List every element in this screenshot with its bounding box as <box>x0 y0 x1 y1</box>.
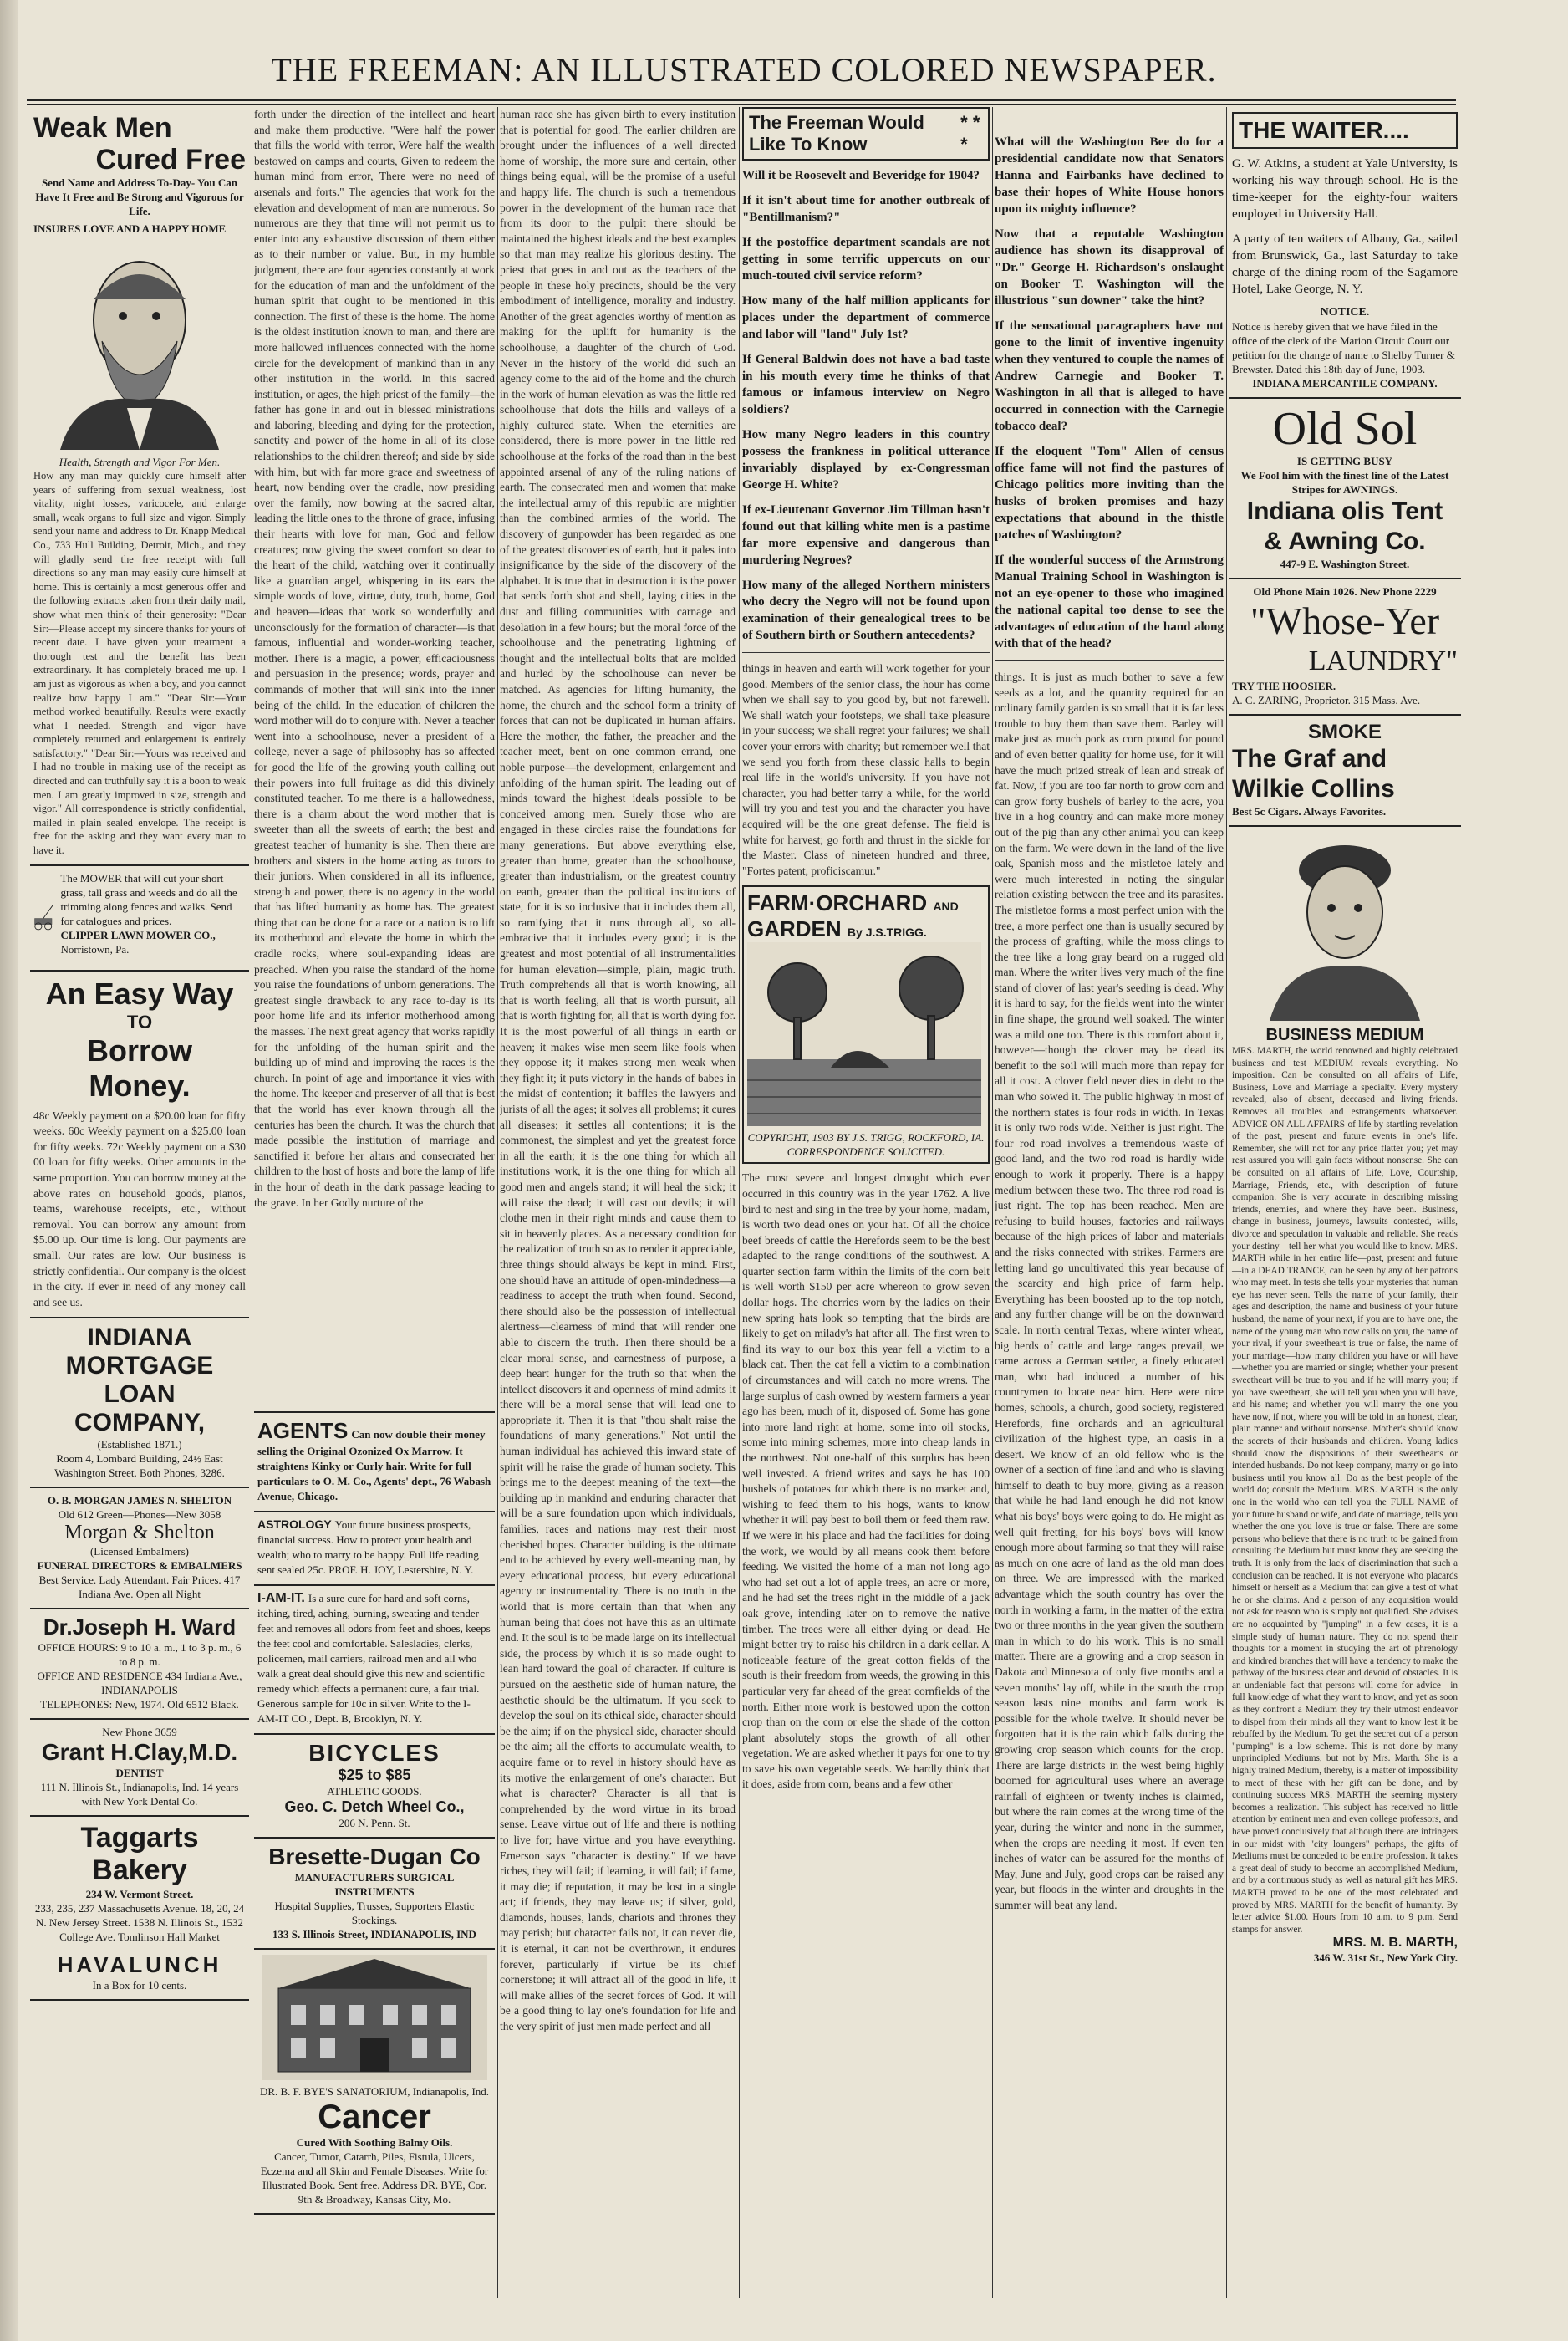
ad-subtitle: IS GETTING BUSY <box>1296 455 1393 467</box>
ad-phones: New Phone 3659 <box>102 1726 177 1739</box>
ad-body: Best 5c Cigars. Always Favorites. <box>1232 805 1387 818</box>
ad-body: Cancer, Tumor, Catarrh, Piles, Fistula, Ulcers, Eczema and all Skin and Female Diseases. Write for Illustrated Book. Sent free. Address DR. BYE, Cor. 9th & Broadway, Kansas City, Mo. <box>260 2150 489 2206</box>
woman-portrait-illustration <box>1261 837 1428 1021</box>
section-divider <box>742 652 990 653</box>
ad-price: $25 to $85 <box>338 1767 411 1783</box>
ad-subtitle: TRY THE HOOSIER. <box>1232 680 1336 692</box>
ad-body: Best Service. Lady Attendant. Fair Prices. 417 Indiana Ave. Open all Night <box>38 1573 241 1601</box>
masthead-rule <box>27 99 1456 101</box>
masthead: THE FREEMAN: AN ILLUSTRATED COLORED NEWSPAPER. <box>271 51 1217 89</box>
article-continuation: things in heaven and earth will work together for your good. Members of the senior class, the hour has come when we shall say to you good by, but not farewell. We shall watch your footsteps, we shall take pleasure in your success; we shall regret your failures; we shall cover your errors with charity; but remember well that we send you forth from these classic halls to begin real life in the world's university. If you have not character, you had better tarry a while, for the world will try you and test you and the character you have acquired will be the one great defense. The field is white for harvest; go forth and thrust in the sickle for the Master. Class of nineteen hundred and three, "Fortes patent, proficiscamur." <box>742 662 990 877</box>
question-item: If the wonderful success of the Armstrong Manual Training School in Washington is not an eye-opener to those who imagined the national capital too dense to see the advantages of education of the hand along with that of the head? <box>995 553 1224 650</box>
ad-title: Cancer <box>318 2099 431 2135</box>
ad-body: Hospital Supplies, Trusses, Supporters Elastic Stockings. <box>274 1900 475 1926</box>
question-item: If General Baldwin does not have a bad taste in his mouth every time he thinks of that famous or infamous interview on Negro soldiers? <box>742 353 990 416</box>
ad-body: MRS. MARTH, the world renowned and highly celebrated business and test MEDIUM reveals everything. No imposition. Can be consulted on all affairs of Life, Business, Love and Marriage a specialty. Every mystery revealed, also of absent, deceased and living friends. Removes all troubles and estrangements whatsoever. ADVICE ON ALL AFFAIRS of life by startling revelation of the past, present and future events in one's life. Remember, she will not for any price flatter you; yet may rest assured you will gain facts without nonsense. She can be consulted on all affairs of Life, Love, Courtship, Marriage, Friends, etc., with description of future companion. She is very accurate in describing missing friends, enemies, and where they have been. Business, change in business, journeys, lawsuits contested, wills, divorce and speculation in valuable and reliable. She reads your destiny—tell her what you would like to know. MRS. MARTH while in her entire life—past, present and future—in a DEAD TRANCE, can be seen by any of her patrons who may meet. In tests she tells your mysteries that human eye has never seen. Tells the name of your family, their ages and description, the name and business of your future husband, the name of your next, if you are to have one, the name of the young man who now calls on you, the name of your rival, if your sweetheart is true or false, the name of your marriage—how many children you have or will have—whether you are married or single; whether your present sweetheart will be true to you and if he will marry you; if you have sweetheart, she will tell you when you will have, and his name; and whether you will marry the one you have now, if not, where you will be told in an honest, clear, plain manner and without nonsense. Mother's should know the secrets of their husbands and children. Young ladies should know the dispositions of their sweethearts or intended husbands. Do not keep company, marry or go into business until you know all. Do as the best people of the world do; consult the Medium. MRS. MARTH is the only one in the world who can tell you the FULL NAME of your future husband or wife, and date of marriage, tells you whether the one you love is true or false. There are some persons who believe that there is no truth to be gained from consulting the Medium but must know they are seeking the truth. It is only from the lack of discrimination that such a conclusion can be reached. It is not everyone who placards himself or herself as a Medium that can give a test of what he or she claims. And a person of any acquisition would not ask for reason who is simply not qualified. She advises are no acquainted by "jumping" in a few cases, it is a simple study of human nature. They do not spend their thoughts for a moment in studying the art of phrenology and kindred branches that will have a tendency to make the pathway of the business clear and devoid of obstacles. It is an undeniable fact that persons will come for advice—in full knowledge of what they want to know, and yet as soon as they confront a Medium they try their utmost endeavor to dispel from their minds all they want to know lest it be rebuffed by the Medium. To get the secret out of a person "pumping" is a low scheme. This is not done by many unprincipled Mediums, but not by Mrs. Marth. She is a highly trained Medium, thereby, is a matter of impossibility to meet of these with her gift can be done, and by continuing success MRS. MARTH the seeming mystery becomes a realization. This subject has received no little attention by eminent men and even college professors, and have proved conclusively that although there are infringers in our midst with "city loungers" perhaps, the gifts of Mediums must be conceded to be entire profession. It takes a great deal of study to become an accomplished Medium, and by a continuous study as well as natural gift has MRS. MARTH proved to be one of the most celebrated and proved by MRS. MARTH for the benefit of humanity. By letter advice $1.00. Hours from 10 a.m. to 9 p.m. Send stamps for answer. <box>1232 1046 1458 1935</box>
ad-body: Is a sure cure for hard and soft corns, itching, tired, aching, burning, sweating and tender feet and removes all odors from feet and shoes, keeps the feet cool and comfortable. Salesladies, clerks, policemen, mail carriers, railroad men and all who walk a great deal should give this new and scientific remedy which effects a permanent cure, a fair trial. Generous sample for 10c in silver. Write to the I-AM-IT CO., Dept. B, Brooklyn, N. Y. <box>257 1592 491 1725</box>
ad-subtitle: ATHLETIC GOODS. <box>327 1785 422 1798</box>
ad-title: AGENTS <box>257 1418 349 1443</box>
laundry-ad <box>1229 579 1461 716</box>
feature-box-header <box>742 107 990 161</box>
ad-title: "Whose-Yer <box>1250 599 1440 642</box>
ad-subtitle: MANUFACTURERS SURGICAL INSTRUMENTS <box>294 1871 455 1898</box>
question-item: Now that a reputable Washington audience has shown its disapproval of "Dr." George H. Richardson's onslaught on Booker T. Washington will the illustrious "sun downer" take the hint? <box>995 227 1224 308</box>
ad-names: O. B. MORGAN JAMES N. SHELTON <box>47 1494 232 1507</box>
ad-address: 206 N. Penn. St. <box>339 1817 410 1829</box>
column-5 <box>995 107 1224 2298</box>
section-title: THE WAITER.... <box>1232 112 1458 149</box>
cancer-cure-ad <box>254 1950 495 2215</box>
ad-address: 234 W. Vermont Street. <box>85 1888 194 1901</box>
ad-title: Old Sol <box>1272 403 1418 455</box>
column-1 <box>30 107 249 2298</box>
lawn-mower-icon <box>33 871 55 963</box>
ad-body: Room 4, Lombard Building, 24½ East Washington Street. Both Phones, 3286. <box>54 1452 225 1480</box>
news-item: G. W. Atkins, a student at Yale University, is working his way through school. He is the time-keeper for the eighty-four waiters employed in University Hall. <box>1232 157 1458 221</box>
ad-title: SMOKE <box>1307 721 1382 743</box>
ad-body: A. C. ZARING, Proprietor. 315 Mass. Ave. <box>1232 694 1421 706</box>
section-divider <box>995 660 1224 661</box>
ad-address: 133 S. Illinois Street, INDIANAPOLIS, IND <box>272 1928 476 1941</box>
ad-title: & Awning Co. <box>1264 528 1426 555</box>
question-item: Will it be Roosevelt and Beveridge for 1904? <box>742 169 980 182</box>
dr-clay-ad <box>30 1720 249 1817</box>
portrait-caption: Health, Strength and Vigor For Men. <box>59 456 221 468</box>
ad-title: Weak Men <box>33 112 172 144</box>
ad-title: An Easy Way <box>45 976 234 1011</box>
ad-title: MORTGAGE LOAN <box>65 1352 214 1409</box>
question-item: If it isn't about time for another outbreak of "Bentillmanism?" <box>742 194 990 224</box>
ad-title: TO <box>126 1011 153 1033</box>
ad-subtitle: Cured With Soothing Balmy Oils. <box>296 2136 453 2149</box>
ad-phones: TELEPHONES: New, 1974. Old 6512 Black. <box>40 1698 239 1711</box>
feature-author: By J.S.TRIGG. <box>847 926 927 940</box>
ad-subtitle: Send Name and Address To-Day- You Can Have It Free and Be Strong and Vigorous for Life. <box>35 176 244 217</box>
ad-title: Grant H.Clay,M.D. <box>41 1739 238 1766</box>
question-item: If ex-Lieutenant Governor Jim Tillman hasn't found out that killing white men is a pastime far more expensive and dangerous than murdering Negroes? <box>742 503 990 567</box>
notice-title: NOTICE. <box>1320 306 1370 319</box>
masthead-rule-thin <box>27 104 1456 105</box>
business-medium-ad <box>1229 827 1461 1971</box>
ad-subtitle: FUNERAL DIRECTORS & EMBALMERS <box>37 1559 242 1573</box>
ad-title: HAVALUNCH <box>57 1952 222 1978</box>
borrow-money-ad <box>30 972 249 1319</box>
farm-notes: The most severe and longest drought which ever occurred in this country was in the year 1762. A live bird to nest and sing in the tree by your home, madam, is worth two dead ones on your hat. Of all the choice beef breeds of cattle the Herefords seem to be the best adapted to the range conditions of the southwest. A quarter section farm within the limits of the corn belt is well worth $150 per acre whereon to grow seven dollar hogs. The cherries worn by the ladies on their new spring hats look so tempting that the birds are likely to get on milady's hat after all. The first wren to find its way to our box this year fell a victim to a black cat. Then the cat fell a victim to a combination of circumstances and will catch no more wrens. The large surplus of cash owned by western farmers a year ago has been, much of it, disposed of. Some has gone into more land right at home, some into oil stocks, some into mining schemes, more into cheap lands in the northwest. Not one-half of this surplus has been well invested. A friend writes and says he has 100 bushels of potatoes for which there is no market and, wishing to feed them to his hogs, wants to know whether it will pay best to boil them or feed them raw. If we were in his place and had the facilities for doing the work, we would by all means cook them before feeding. We visited the home of a man not long ago who had set out a lot of apple trees, an acre or more, and he had set the trees right in the middle of a jack oak grove, intending later on to remove the native timber. The trees were all either dying or dead. He might better try to raise his children in a dark cellar. A noticeable feature of the great cotton fields of the south is their freedom from weeds, the growing in this particular very far ahead of the great cornfields of the north. Either more work is bestowed upon the cotton crop than on the corn or else the shade of the cotton plant absolutely stops the growth of all other vegetation. We are asked whether it pays for one to try to save his own vegetable seeds. We hardly think that it does, aside from corn, beans and a few other <box>742 1171 990 1791</box>
ad-title: BICYCLES <box>308 1740 440 1766</box>
column-divider <box>497 107 498 2298</box>
ad-subtitle: DENTIST <box>115 1767 164 1780</box>
ad-subtitle: In a Box for 10 cents. <box>92 1979 187 1992</box>
agents-ad <box>254 1411 495 1512</box>
dr-ward-ad <box>30 1609 249 1720</box>
question-item: If the postoffice department scandals are not getting in some terrific uppercuts on our much-touted civil service reform? <box>742 236 990 283</box>
ad-body: The MOWER that will cut your short grass, tall grass and weeds and do all the trimming along fences and walks. Send for catalogues and prices. <box>60 871 237 927</box>
ad-title: Borrow Money. <box>87 1033 192 1103</box>
astrology-ad <box>254 1512 495 1586</box>
ad-title: ASTROLOGY <box>257 1517 332 1531</box>
question-item: How many Negro leaders in this country possess the frankness in political utterance invariably displayed by ex-Congressman George H. White? <box>742 428 990 492</box>
column-2 <box>254 107 495 2298</box>
feature-box-title: The Freeman Would Like To Know <box>749 112 924 155</box>
taggarts-bakery-ad <box>30 1817 249 2001</box>
ad-title: I-AM-IT. <box>257 1591 305 1605</box>
feature-title <box>747 916 985 942</box>
indiana-mortgage-ad <box>30 1318 249 1488</box>
column-divider <box>1226 107 1227 2298</box>
ad-title: LAUNDRY" <box>1308 645 1458 676</box>
ad-title: Indiana olis Tent <box>1246 497 1443 525</box>
i-am-it-ad <box>254 1586 495 1735</box>
ad-subtitle: (Licensed Embalmers) <box>89 1545 190 1558</box>
ad-body: We Fool him with the finest line of the Latest Stripes for AWNINGS. <box>1240 469 1449 496</box>
question-item: How many of the alleged Northern ministers who decry the Negro will not be found upon examination of their genealogical trees to be of Southern birth or Southern antecedents? <box>742 579 990 642</box>
feature-box-stars: * * * <box>960 112 980 155</box>
ad-company: Geo. C. Detch Wheel Co., <box>284 1798 465 1815</box>
sanatorium-building-illustration <box>262 1955 487 2080</box>
ad-city: Norristown, Pa. <box>60 942 130 956</box>
ad-phones: Old Phone Main 1026. New Phone 2229 <box>1253 585 1437 598</box>
feature-title-part: AND <box>933 900 959 914</box>
waiter-section <box>1229 107 1461 399</box>
ad-body: 48c Weekly payment on a $20.00 loan for fifty weeks. 60c Weekly payment on a $25.00 loan for fifty weeks. 72c Weekly payment on a $30 00 loan for fifty weeks. Other amounts in the same proportion. You can borrow money at the above rates on household goods, pianos, teams, warehouse receipts, etc., without removal. You can borrow any amount from $5.00 up. Our time is long. Our payments are small. Our rates are low. Our business is strictly confidential. Our company is the oldest in the city. If ever in need of any money call and see us. <box>33 1109 246 1308</box>
question-item: If the sensational paragraphers have not gone to the limit of inventive ingenuity when they ventured to couple the names of Andrew Carnegie and Booker T. Washington in all that is alleged to have occurred in connection with the Carnegie tobacco deal? <box>995 319 1224 433</box>
bresette-dugan-ad <box>254 1839 495 1950</box>
cigar-ad <box>1229 716 1461 827</box>
ad-title: The Graf and <box>1232 745 1387 773</box>
bicycles-ad <box>254 1735 495 1839</box>
illustration-caption: DR. B. F. BYE'S SANATORIUM, Indianapolis, Ind. <box>259 2085 490 2098</box>
ad-signature: MRS. M. B. MARTH, <box>1332 1936 1458 1951</box>
column-4 <box>742 107 990 2298</box>
ad-hours: OFFICE HOURS: 9 to 10 a. m., 1 to 3 p. m., 6 to 8 p. m. <box>38 1641 242 1669</box>
page-edge <box>0 0 18 2341</box>
ad-title: Bresette-Dugan Co <box>268 1844 481 1869</box>
lawn-mower-ad <box>30 866 249 972</box>
column-3 <box>500 107 736 2298</box>
column-divider <box>992 107 993 2298</box>
farm-scene-illustration <box>747 942 981 1126</box>
article-continuation: forth under the direction of the intellect and heart and make them productive. "Were half the power that fills the world with terror, Were half the wealth bestowed on camps and courts, Given to redeem the human mind from error, There were no need of arsenals and forts." The agencies that work for the elevation and development of man are numerous. So numerous are they that time will not permit us to enter into any exhaustive discussion of them either as to their number or value. But, in my humble judgment, there are four agencies constantly at work for the education of man and the unfoldment of the human spirit that ought to be mentioned in this connection. The first of these is the home. The home is the oldest institution known to man, and there are more hallowed influences connected with the home circle for the development of mankind than in any other institution in the world. In this sacred institution, or ages, the high priest of the family—the father has gone in and out in blessed ministrations and laboring, bleeding and dying for the protection, sanctity and power of the home in all of its close relationships to the children thereof; and side by side with him, but with far more grace and sweetness of heart, now bending over the cradle, now presiding over the family, now bowing at the sacred altar, leading the little ones to the throne of grace, infusing their hearts with love for man, God and fellow creatures; now giving the sweet comfort so dear to the heart of the child, watching over it continually like a guardian angel, whispering in its ears the simple words of love, virtue, duty, truth, home, God and heaven—ideas that work so wonderfully and unconsciously for the formation of character—is that famous, influential and wonder-working teacher, mother. There is a magic, a power, efficaciousness and persuasion in the presence; words, prayer and commands of mother that will sink into the inner being of the child. In the education of children the word mother will do to conjure with. Never a teacher went into a schoolhouse, never a president of a college, never a sage of philosophy has so affected for good the life of the growing youth calling out their powers into full fruitage as did this divinely constituted teacher. To me there is a hallowedness, there is a charm about the word mother that is sweeter than all the sweets of earth; the best and greatest teacher of humanity is she. Then there are brothers and sisters in the home acting as tutors to their juniors. When considered in all its influence, strength and power, there is no agency in the world that has lifted humanity as home has. The greatest thing that can be done for a race or a nation is to lift its motherhood and elevate the home in which the cradle rocks, where soul-expanding ideas are preached. When you raise the standard of the home you raise the foundations of unborn generations. The greatest single drawback to any race to-day is its poor home life and its inferior motherhood among the masses. The next great agency that works rapidly for the unfolding of the human spirit and the building up of mind and improving the races is the church. In point of age and importance it vies with the home. The keeper and preserver of all that is best that the world has ever known through all the centuries has been the church. It was the church that made possible the institution of marriage and sanctified it before her altars and consecrated her children to the host of hosts and bore the lamp of life in the hour of death in the dark passage leading to the grave. In her Godly nurture of the <box>254 108 495 1209</box>
notice-signature: INDIANA MERCANTILE COMPANY. <box>1252 377 1438 390</box>
ad-address: 111 N. Illinois St., Indianapolis, Ind. 14 years with New York Dental Co. <box>40 1781 239 1808</box>
feature-title <box>747 890 985 916</box>
ad-title: Taggarts Bakery <box>80 1822 199 1887</box>
question-list <box>995 134 1224 652</box>
tent-awning-ad <box>1229 399 1461 579</box>
copyright-note: COPYRIGHT, 1903 BY J.S. TRIGG, ROCKFORD, IA. CORRESPONDENCE SOLICITED. <box>747 1131 985 1159</box>
weak-men-ad <box>30 107 249 866</box>
ad-phones: Old 612 Green—Phones—New 3058 <box>58 1508 221 1522</box>
question-list <box>742 167 990 644</box>
column-divider <box>739 107 740 2298</box>
farm-orchard-garden-header <box>742 885 990 1164</box>
ad-address: 447-9 E. Washington Street. <box>1280 558 1410 570</box>
ad-subtitle: (Established 1871.) <box>97 1438 182 1451</box>
ad-title: COMPANY, <box>74 1409 206 1437</box>
man-portrait-illustration <box>43 241 236 450</box>
question-item: How many of the half million applicants for places under the department of commerce and labor will "land" July 1st? <box>742 294 990 341</box>
morgan-shelton-ad <box>30 1488 249 1609</box>
article-continuation: human race she has given birth to every institution that is potential for good. The earlier children are brought under the influences of a well directed home of worship, the more sure and certain, other things being equal, will be the promise of a useful and happy life. The church is such a tremendous power in the development of the human race that from its door to the pulpit there should be maintained the highest ideals and the best examples so that man may realize his glorious destiny. The priest that goes in and out as the teachers of the people in these holy precincts, should be the very embodiment of intelligence, morality and industry. Another of the great agencies worthy of mention as making for the uplift for humanity is the schoolhouse, a daughter of the church of God. Never in the history of the world did such an agency come to the aid of the home and the church in the work of human elevation as was the little red schoolhouse that dots the hills and valleys of a highly cultured state. When the eternities are considered, there is more power in the little red schoolhouse at the forks of the road than in the best appointed arsenal of any of the ruling nations of earth. The consecrated men and women that make the intellectual army of this republic are mightier than the combined armies of the world. The discovery of gunpowder has been regarded as one of the greatest discoveries of earth, but it pales into insignificance by the side of the discovery of the alphabet. It is true that in destruction it is the power that sends forth shot and shell, laying cities in the dust and filling communities with carnage and desolation in a few hours; but the moral force of the schoolhouse and the penetrating lightning of thought and the intellectual bolts that are molded and hurled by the schoolhouse can never be matched. As agencies for lifting humanity, the home, the church and the school form a trinity of forces that can not be duplicated in human affairs. Here the mother, the father, the preacher and the teacher meet, bent on one common errand, one noble purpose—the development, enlargement and unfolding of the human spirit. The leading out of minds toward the highest ideals possible to be conceived among men. Surely those who are engaged in these circles raise the foundations for many generations. But above everything else, greater than home, greater than the schoolhouse, greater than industrialism, or the greatest country on earth, greater than the political institutions of state, for it is so inclusive that it includes them all, so ramifying that it runs through all, so all-embracive that it includes every good; it is the greatest and most potential of all instrumentalities for human elevation—simple, plain, magic truth. Truth comprehends all that is worth knowing, all that is worth feeling, all that is worth pursuit, all that is worth fighting for, all that is worth dying for. It is the most powerful of all things in earth or heaven; it makes wise men seem like fools when they oppose it; it makes strong men weak when they fight it; it puts victory in the hands of babes in the midst of contention; it baffles the lawyers and jurists of all the ages; it solves all problems; it cures all diseases; it settles all contentions; it is the commonest, the simplest and yet the greatest force in all the earth; it is the one thing for which all institutions work, it is the one thing for which all good men and angels stand; it will heal the sick; it will raise the dead; it will cast out devils; it will clothe men in their right minds and cause them to sit in heavenly places. As a necessary condition for the realization of truth so as to render it appreciable, three things should always be kept in mind. First, one should have an attitude of open-mindedness—a readiness to accept the truth when found. Second, there should also be the possession of intellectual alertness—clearness of mind that will render one able to discern the truth. Then there should be a clear moral sense, and earnestness of purpose, a deep heart hunger for the truth so that when the intellect discovers it and openness of mind admits it there will be a moral sense that will lead one to appropriate it. Then it is that "thou shalt raise the foundations of many generations." Not until the human individual has achieved this inward state of spirit will he raise the grade of human society. This brings me to the deepest meaning of the text—the building up in mankind and enduring character that will be a sure foundation upon which individuals, families, races and nations may rest their most cherished hopes. Character building is the ultimate end to be achieved by every well-meaning man, by every educational process, but every educational agency or instrumentality. There is no truth in the world that is more certain than that when any human being that does not have this as an ultimate end. It the soul is to be made large on its intellectual side, the process by which it is so made ought to lean hard toward the goal of character. If culture is pursued on the aesthetic side of human nature, the aesthetic should be the ultimatum. If you seek to develop the soul on its ethical side, character should be the aim; if on the physical side, character should be the aim; all the efforts to accumulate wealth, to acquire fame or to revel in history should have as its motive the enlargement of one's character. But what is character? Character is all that is comprehended by the word virtue in its broad sense. Leave virtue out of life and there is nothing to live for; have virtue and you have everything. Emerson says "character is destiny." If we have riches, they will fail; if learning, it will fail; if fame, it may die; if reputation, it may be lost in a single act; if friends, they may leave us; if silver, gold, diamonds, houses, lands, chariots and thrones they may perish; but character fails not, it can never die, it is eternal, it can not be overthrown, it endures forever, particularly if virtue be its chief cornerstone; it will attract all of the good in life, it will make allies of the secret forces of God. It will be a good thing to lay one's foundation for life and the very spirit of just men made perfect and all <box>500 108 736 2033</box>
ad-company: CLIPPER LAWN MOWER CO., <box>60 928 216 941</box>
ad-body: 233, 235, 237 Massachusetts Avenue. 18, 20, 24 N. New Jersey Street. 1538 N. Illinois St., 1532 College Ave. Tomlinson Hall Market <box>34 1902 245 1944</box>
ad-title: INDIANA <box>87 1324 192 1352</box>
ad-title: Morgan & Shelton <box>64 1522 215 1544</box>
column-6 <box>1229 107 1461 2298</box>
ad-address: OFFICE AND RESIDENCE 434 Indiana Ave., INDIANAPOLIS <box>37 1670 242 1697</box>
ad-subtitle: INSURES LOVE AND A HAPPY HOME <box>33 222 227 235</box>
ad-body: How any man may quickly cure himself after years of suffering from sexual weakness, lost vitality, night losses, varicocele, and enlarge small, weak organs to full size and vigor. Simply send your name and address to Dr. Knapp Medical Co., 733 Hull Building, Detroit, Mich., and they will gladly send the free receipt with full directions so any man may easily cure himself at home. This is certainly a most generous offer and the following extracts taken from their daily mail, show what men think of their generosity: "Dear Sir:—Please accept my sincere thanks for yours of recent date. I have given your treatment a thorough test and the benefit has been extraordinary. It has completely braced me up. I am just as vigorous as when a boy, and you cannot realize how happy I am." "Dear Sir:—Your method worked beautifully. Results were exactly what I needed. Strength and vigor have completely returned and enlargement is entirely satisfactory." "Dear Sir:—Yours was received and I had no trouble in making use of the receipt as directed and can truthfully say it is a boon to weak men. I am greatly improved in size, strength and vigor." All correspondence is strictly confidential, mailed in plain sealed envelope. The receipt is free for the asking and they want every man to have it. <box>33 470 246 857</box>
question-item: If the eloquent "Tom" Allen of census office fame will not find the pastures of Chicago politics more inviting than the husks of broken promises and hazy expectations that abound in the thistle patches of Washington? <box>995 445 1224 542</box>
feature-title-part: GARDEN <box>747 916 842 942</box>
ad-address: 346 W. 31st St., New York City. <box>1313 1951 1458 1965</box>
question-item: What will the Washington Bee do for a presidential candidate now that Senators Hanna and Fairbanks have declined to base their hopes of White House honors upon its mighty influence? <box>995 135 1224 216</box>
feature-title-part: FARM·ORCHARD <box>747 890 928 916</box>
ad-body: Your future business prospects, financial success. How to protect your health and wealth; who to marry to be happy. Full life reading sent sealed 25c. PROF. H. JOY, Lestershire, N. Y. <box>257 1518 479 1576</box>
ad-title: Wilkie Collins <box>1232 775 1395 803</box>
farm-notes: things. It is just as much bother to save a few seeds as a lot, and the quantity required for an ordinary family garden is so small that it is far less trouble to buy them than save them. Barley will make just as much pork as corn pound for pound and of even better quality for home use, for it will have the much prized streak of lean and streak of fat. Now, if you are too far north to grow corn and can grow forty bushels of barley to the acre, you live in a hog country and can make more money out of the pig than any other animal you can keep on the farm. We were down in the land of the live oak, Spanish moss and the mistletoe lately and were much interested in noting the singular relation existing between the tree and its parasites. The mistletoe forms a most perfect union with the tree, a more perfect one than is usually secured by the process of grafting, while the moss clings to the tree like a long gray beard on a rugged old man. Where the writer lives very much of the fine stand of clover of last year's seeding is dead. Why it is hard to say, for the fields went into the winter in fine shape, the ground well soaked. The winter was a mild one too. There is this comfort about it, however—though the clover may be dead its benefit to the soil will much more than repay for all it cost. A clover field never dies in debt to the man who sowed it. The public highway in most of the northern states is four rods in width. In Texas it is only two rods wide. Neither is just right. The four rod road involves a tremendous waste of good land, and the two rod road is hardly wide enough to work it properly. There is a happy medium between these two. The three rod road is just right. The top has been reached. Men are refusing to build houses, factories and railways because of the high prices of labor and materials and the risks connected with strikes. Farmers are letting land go uncultivated this year because of the scarcity and high price of farm help. Everything has been boosted up to the top notch, and any further change will be on the downward scale. In north central Texas, where winter wheat, big herds of cattle and large ranges prevail, we came across a German settler, a finely educated man, who had induced a number of his countrymen to locate near him. Here were nice homes, schools, a church, good society, registered Herefords, fine orchards and an agricultural civilization of the highest type, an oasis in a desert. We know of an old fellow who is the owner of a section of fine land and who is slaving himself to death to buy more, giving as a reason that while he had land enough he did not know what his boys' boys were going to do. He might as well quit fretting, for his boys' boys will know enough more about farming so that they will raise as much on one acre of land as the old man does on three. We are impressed with the marked advantage which the south country has over the north in working a farm, in the matter of the extra two or three months in the year given the southern man in which to do his work. This is no small matter. There are a growing and a crop season in Dakota and Minnesota of only five months and a seven months' lay off, while in the south the crop season lasts nine months and farm work is possible for the whole twelve. It should never be forgotten that it is the rain which falls during the growing crop season which counts for the crop. There are large districts in the west being highly boomed for agricultural uses where an average rainfall of eighteen or twenty inches is claimed, but where the rain comes at the wrong time of the year, during the winter and none in the summer, when the crops are needing it most. If even ten inches of water can be assured for the months of May, June and July, good crops can be raised any year, but floods in the winter and droughts in the summer will beat any land. <box>995 671 1224 1911</box>
ad-body: Can now double their money selling the Original Ozonized Ox Marrow. It straightens Kinky or Curly hair. Write for full particulars to O. M. Co., Agents' dept., 76 Wabash Avenue, Chicago. <box>257 1428 491 1502</box>
ad-title: Dr.Joseph H. Ward <box>43 1614 237 1640</box>
ad-title: BUSINESS MEDIUM <box>1265 1026 1424 1044</box>
news-item: A party of ten waiters of Albany, Ga., sailed from Brunswick, Ga., last Saturday to take charge of the dining room of the Sagamore Hotel, Lake George, N. Y. <box>1232 232 1458 296</box>
notice-body: Notice is hereby given that we have filed in the office of the clerk of the Marion Circuit Court our petition for the change of name to Shelby Turner & Brewster. Dated this 18th day of June, 1903. <box>1232 320 1455 375</box>
ad-title: Cured Free <box>95 144 246 176</box>
